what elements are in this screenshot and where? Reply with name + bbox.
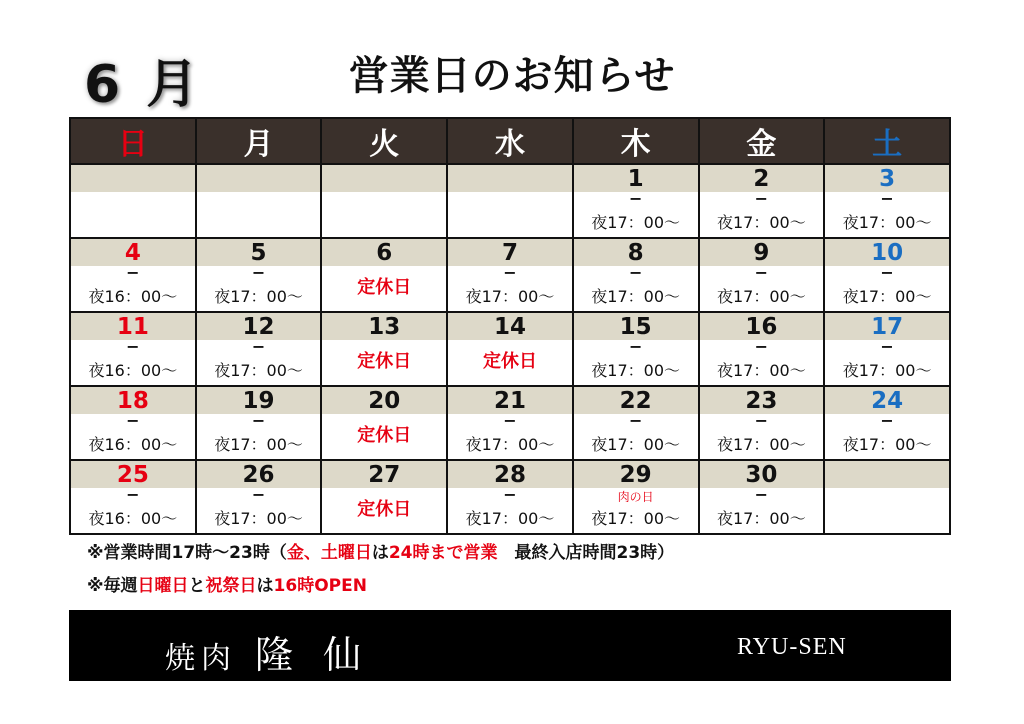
opening-hours: 夜17：00〜 <box>214 509 303 528</box>
day-number: 6 <box>376 240 393 266</box>
weekday-friday: 金 <box>699 118 825 164</box>
shop-name-en: RYU-SEN <box>737 634 847 660</box>
calendar-day-cell <box>573 312 699 386</box>
footnote-segment: は <box>371 543 389 563</box>
day-number: 14 <box>493 314 526 340</box>
day-number: 3 <box>879 166 896 192</box>
calendar-day-cell <box>573 238 699 312</box>
calendar-day-cell <box>196 238 322 312</box>
opening-hours: 夜17：00〜 <box>591 509 681 528</box>
calendar-day-cell <box>447 386 573 460</box>
opening-hours: 夜16：00〜 <box>88 435 178 454</box>
calendar-table <box>69 117 951 535</box>
dash-mark: − <box>251 485 266 504</box>
weekday-wednesday: 水 <box>447 118 573 164</box>
day-note: 肉の日 <box>617 490 654 504</box>
footnote-segment: 24時まで営業 <box>388 543 498 563</box>
dash-mark: − <box>126 263 140 282</box>
calendar-day-cell <box>70 460 196 534</box>
calendar-day-cell <box>196 164 322 238</box>
day-number: 21 <box>493 388 526 414</box>
opening-hours: 夜17：00〜 <box>214 361 303 380</box>
sunday-holiday-note <box>87 571 367 596</box>
opening-hours: 夜17：00〜 <box>842 287 932 306</box>
dash-mark: − <box>126 411 140 430</box>
opening-hours: 夜17：00〜 <box>717 435 806 454</box>
opening-hours: 夜17：00〜 <box>842 361 932 380</box>
day-number: 26 <box>242 462 275 488</box>
opening-hours: 夜17：00〜 <box>842 435 932 454</box>
dash-mark: − <box>503 411 517 430</box>
dash-mark: − <box>628 263 643 282</box>
opening-hours: 夜16：00〜 <box>88 361 178 380</box>
footnote-segment: 最終入店時間23時） <box>497 543 675 563</box>
day-number: 1 <box>627 166 644 192</box>
day-number: 8 <box>627 240 644 266</box>
dash-mark: − <box>880 263 894 282</box>
day-number: 23 <box>745 388 778 414</box>
calendar-week-row <box>70 460 950 534</box>
dash-mark: − <box>126 485 140 504</box>
calendar-day-cell <box>70 164 196 238</box>
day-number: 19 <box>242 388 275 414</box>
opening-hours: 夜17：00〜 <box>717 287 806 306</box>
calendar-day-cell <box>573 164 699 238</box>
calendar-day-cell <box>196 460 322 534</box>
calendar-week-row <box>70 386 950 460</box>
month-label: 6 月 <box>84 55 203 115</box>
opening-hours: 夜17：00〜 <box>717 361 806 380</box>
calendar-day-cell <box>573 386 699 460</box>
closed-day-label: 定休日 <box>357 499 412 520</box>
day-number: 13 <box>368 314 401 340</box>
dash-mark: − <box>503 485 517 504</box>
business-hours-note <box>87 538 674 563</box>
calendar-day-cell <box>447 238 573 312</box>
day-number: 10 <box>871 240 904 266</box>
calendar-day-cell <box>699 386 825 460</box>
opening-hours: 夜17：00〜 <box>465 435 555 454</box>
day-number: 24 <box>871 388 904 414</box>
weekday-sunday: 日 <box>70 118 196 164</box>
weekday-header-row <box>70 118 950 164</box>
day-number: 5 <box>250 240 267 266</box>
opening-hours: 夜17：00〜 <box>717 509 806 528</box>
calendar-day-cell <box>699 460 825 534</box>
footnote-segment: は <box>256 576 274 596</box>
day-number: 20 <box>368 388 401 414</box>
footnote-segment: ※毎週 <box>87 576 138 596</box>
dash-mark: − <box>754 411 769 430</box>
calendar-day-cell <box>573 460 699 534</box>
day-number: 15 <box>619 314 652 340</box>
calendar-day-cell <box>321 386 447 460</box>
opening-hours: 夜17：00〜 <box>214 287 303 306</box>
calendar-day-cell <box>824 386 950 460</box>
dash-mark: − <box>251 411 266 430</box>
dash-mark: − <box>251 337 266 356</box>
day-number: 30 <box>745 462 778 488</box>
day-number: 22 <box>619 388 652 414</box>
opening-hours: 夜17：00〜 <box>842 213 932 232</box>
day-number: 4 <box>124 240 141 266</box>
footnote-segment: と <box>188 576 206 596</box>
calendar-day-cell <box>699 164 825 238</box>
weekday-thursday: 木 <box>573 118 699 164</box>
day-number: 11 <box>116 314 149 340</box>
shop-name: 隆仙 <box>255 633 392 677</box>
opening-hours: 夜16：00〜 <box>88 287 178 306</box>
calendar-day-cell <box>321 238 447 312</box>
day-number: 18 <box>116 388 149 414</box>
calendar-day-cell <box>447 312 573 386</box>
shop-banner <box>69 610 951 681</box>
calendar-day-cell <box>447 460 573 534</box>
calendar-day-cell <box>447 164 573 238</box>
calendar-day-cell <box>321 164 447 238</box>
closed-day-label: 定休日 <box>357 351 412 372</box>
day-number: 17 <box>871 314 904 340</box>
day-number: 7 <box>501 240 518 266</box>
dash-mark: − <box>503 263 517 282</box>
shop-name-jp <box>165 624 391 679</box>
weekday-monday: 月 <box>196 118 322 164</box>
calendar-week-row <box>70 238 950 312</box>
dash-mark: − <box>251 263 266 282</box>
dash-mark: − <box>754 189 769 208</box>
footnote-segment: 日曜日 <box>137 576 189 596</box>
day-number: 12 <box>242 314 275 340</box>
calendar-day-cell <box>699 312 825 386</box>
day-number: 25 <box>116 462 149 488</box>
opening-hours: 夜17：00〜 <box>717 213 806 232</box>
closed-day-label: 定休日 <box>357 425 412 446</box>
day-number: 28 <box>493 462 526 488</box>
footnote-segment: ※営業時間17時〜23時（ <box>87 543 287 563</box>
weekday-saturday: 土 <box>824 118 950 164</box>
closed-day-label: 定休日 <box>482 351 537 372</box>
shop-prefix: 焼肉 <box>165 641 237 676</box>
weekday-tuesday: 火 <box>321 118 447 164</box>
opening-hours: 夜17：00〜 <box>214 435 303 454</box>
calendar-day-cell <box>196 386 322 460</box>
opening-hours: 夜17：00〜 <box>591 287 681 306</box>
calendar-day-cell <box>70 238 196 312</box>
dash-mark: − <box>126 337 140 356</box>
calendar-week-row <box>70 312 950 386</box>
calendar-day-cell <box>824 460 950 534</box>
calendar-day-cell <box>196 312 322 386</box>
calendar-day-cell <box>824 164 950 238</box>
calendar-day-cell <box>70 386 196 460</box>
opening-hours: 夜17：00〜 <box>591 361 681 380</box>
footnote-segment: 金、土曜日 <box>286 543 372 563</box>
calendar-week-row <box>70 164 950 238</box>
dash-mark: − <box>880 337 894 356</box>
dash-mark: − <box>754 337 769 356</box>
dash-mark: − <box>628 337 643 356</box>
opening-hours: 夜17：00〜 <box>591 435 681 454</box>
calendar-day-cell <box>321 312 447 386</box>
calendar-day-cell <box>824 312 950 386</box>
calendar-day-cell <box>824 238 950 312</box>
day-number: 29 <box>619 462 652 488</box>
day-number: 16 <box>745 314 778 340</box>
dash-mark: − <box>754 485 769 504</box>
dash-mark: − <box>628 189 643 208</box>
dash-mark: − <box>880 189 894 208</box>
dash-mark: − <box>628 411 643 430</box>
footnote-segment: 祝祭日 <box>205 576 257 596</box>
opening-hours: 夜17：00〜 <box>465 287 555 306</box>
opening-hours: 夜17：00〜 <box>465 509 555 528</box>
calendar-day-cell <box>699 238 825 312</box>
opening-hours: 夜16：00〜 <box>88 509 178 528</box>
dash-mark: − <box>754 263 769 282</box>
dash-mark: − <box>880 411 894 430</box>
day-number: 2 <box>753 166 770 192</box>
day-number: 27 <box>368 462 401 488</box>
page-title: 営業日のお知らせ <box>348 53 676 99</box>
calendar-day-cell <box>70 312 196 386</box>
footnote-segment: 16時OPEN <box>273 576 367 596</box>
calendar-day-cell <box>321 460 447 534</box>
day-number: 9 <box>753 240 770 266</box>
closed-day-label: 定休日 <box>357 277 412 298</box>
opening-hours: 夜17：00〜 <box>591 213 681 232</box>
